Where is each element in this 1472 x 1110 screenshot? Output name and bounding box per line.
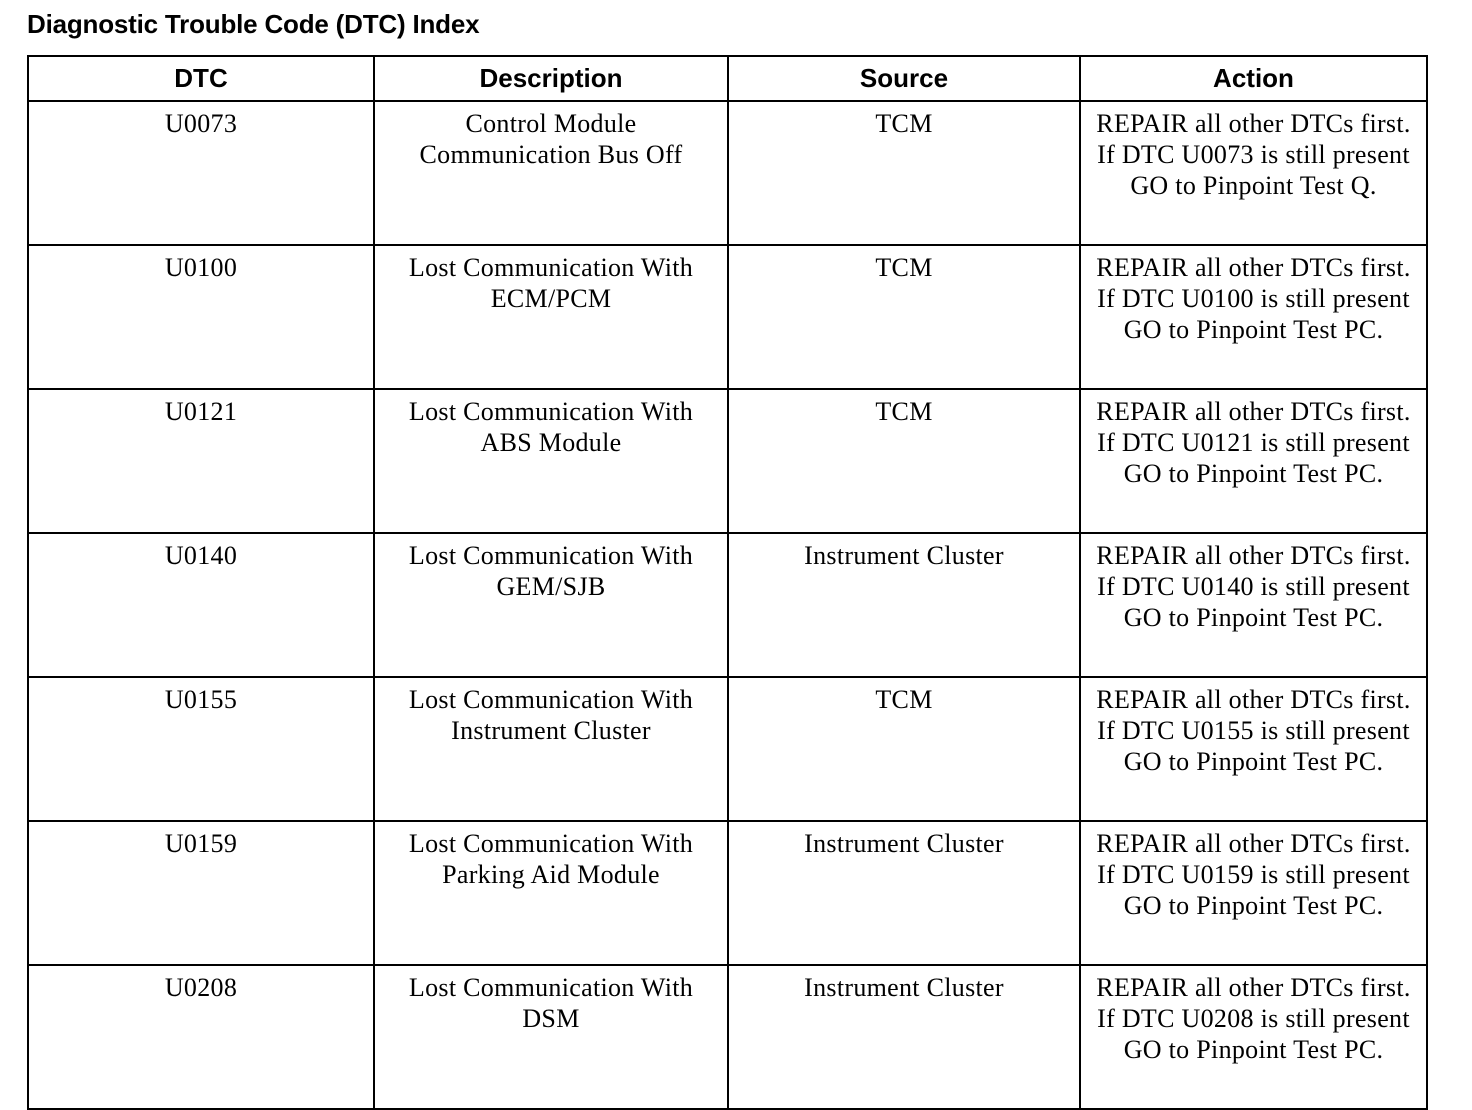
table-row — [28, 965, 1427, 1109]
table-row — [28, 389, 1427, 533]
cell-action: REPAIR all other DTCs first. If DTC U0155 is still present GO to Pinpoint Test PC. — [1080, 677, 1427, 821]
cell-dtc: U0208 — [28, 965, 374, 1109]
cell-dtc: U0155 — [28, 677, 374, 821]
cell-dtc: U0140 — [28, 533, 374, 677]
header-description: Description — [374, 56, 728, 101]
cell-action: REPAIR all other DTCs first. If DTC U0121 is still present GO to Pinpoint Test PC. — [1080, 389, 1427, 533]
cell-source: TCM — [728, 677, 1080, 821]
cell-description: Lost Communication With ABS Module — [374, 389, 728, 533]
cell-dtc: U0100 — [28, 245, 374, 389]
cell-description: Lost Communication With ECM/PCM — [374, 245, 728, 389]
header-source: Source — [728, 56, 1080, 101]
cell-description: Lost Communication With DSM — [374, 965, 728, 1109]
table-row — [28, 533, 1427, 677]
cell-action: REPAIR all other DTCs first. If DTC U0140 is still present GO to Pinpoint Test PC. — [1080, 533, 1427, 677]
dtc-index-table — [27, 55, 1428, 1110]
table-row — [28, 101, 1427, 245]
cell-source: TCM — [728, 245, 1080, 389]
cell-source: TCM — [728, 101, 1080, 245]
table-row — [28, 821, 1427, 965]
cell-action: REPAIR all other DTCs first. If DTC U0073 is still present GO to Pinpoint Test Q. — [1080, 101, 1427, 245]
cell-dtc: U0121 — [28, 389, 374, 533]
table-row — [28, 677, 1427, 821]
cell-description: Lost Communication With Instrument Cluster — [374, 677, 728, 821]
cell-action: REPAIR all other DTCs first. If DTC U0100 is still present GO to Pinpoint Test PC. — [1080, 245, 1427, 389]
cell-action: REPAIR all other DTCs first. If DTC U0159 is still present GO to Pinpoint Test PC. — [1080, 821, 1427, 965]
cell-source: Instrument Cluster — [728, 821, 1080, 965]
header-action: Action — [1080, 56, 1427, 101]
header-dtc: DTC — [28, 56, 374, 101]
cell-description: Control Module Communication Bus Off — [374, 101, 728, 245]
cell-description: Lost Communication With Parking Aid Module — [374, 821, 728, 965]
cell-action: REPAIR all other DTCs first. If DTC U0208 is still present GO to Pinpoint Test PC. — [1080, 965, 1427, 1109]
cell-source: Instrument Cluster — [728, 965, 1080, 1109]
page-title: Diagnostic Trouble Code (DTC) Index — [27, 9, 480, 39]
table-header-row — [28, 56, 1427, 101]
cell-description: Lost Communication With GEM/SJB — [374, 533, 728, 677]
cell-dtc: U0073 — [28, 101, 374, 245]
cell-source: TCM — [728, 389, 1080, 533]
table-row — [28, 245, 1427, 389]
cell-source: Instrument Cluster — [728, 533, 1080, 677]
cell-dtc: U0159 — [28, 821, 374, 965]
